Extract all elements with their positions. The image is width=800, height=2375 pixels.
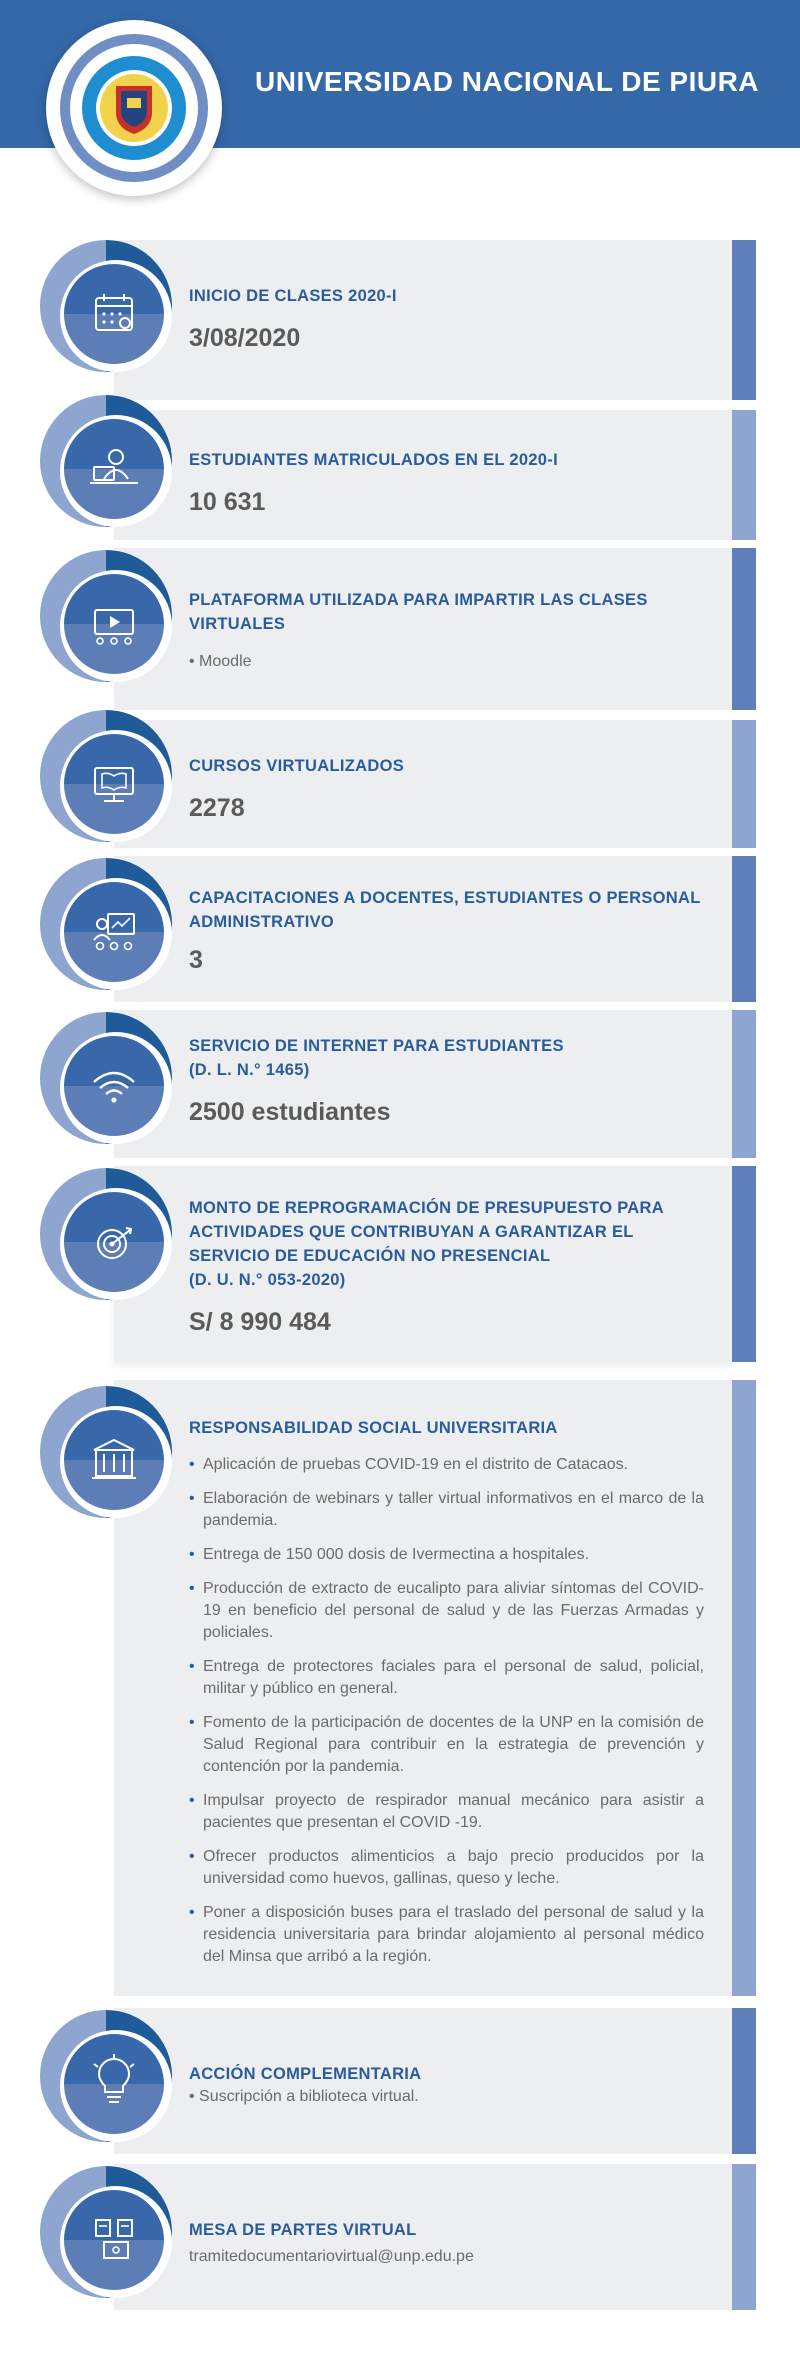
card-inicio-clases: [114, 240, 732, 400]
bullet-list: [189, 1454, 704, 1980]
card-value: 10 631: [189, 488, 266, 516]
documents-icon: [64, 2190, 164, 2290]
badge-servicio-internet: [40, 1012, 172, 1144]
list-item: • Entrega de 150 000 dosis de Ivermectina a hospitales.: [189, 1544, 704, 1566]
seal-logo-icon: [80, 54, 188, 162]
list-item: • Poner a disposición buses para el traslado del personal de salud y la residencia universitaria para brindar alojamiento al personal médico del Minsa que arribó a la región.: [189, 1902, 704, 1968]
card-value: 3/08/2020: [189, 324, 301, 352]
card-monto-reprogramacion: [114, 1166, 732, 1362]
card-value: S/ 8 990 484: [189, 1308, 331, 1336]
badge-estudiantes-matriculados: [40, 395, 172, 527]
list-item: • Producción de extracto de eucalipto para aliviar síntomas del COVID-19 en beneficio del personal de salud y de las Fuerzas Armadas y policiales.: [189, 1578, 704, 1644]
card-value: • Suscripción a biblioteca virtual.: [189, 2088, 419, 2105]
badge-plataforma: [40, 550, 172, 682]
card-value: 3: [189, 946, 203, 974]
wifi-icon: [64, 1036, 164, 1136]
badge-responsabilidad-social: [40, 1386, 172, 1518]
email-link[interactable]: tramitedocumentariovirtual@unp.edu.pe: [189, 2248, 474, 2265]
video-class-icon: [64, 574, 164, 674]
badge-inicio-clases: [40, 240, 172, 372]
card-cursos-virtualizados: [114, 720, 732, 848]
card-value: 2500 estudiantes: [189, 1098, 391, 1126]
card-label: CAPACITACIONES A DOCENTES, ESTUDIANTES O PERSONAL ADMINISTRATIVO: [189, 889, 701, 931]
monitor-book-icon: [64, 734, 164, 834]
card-label: SERVICIO DE INTERNET PARA ESTUDIANTES (D. L. N.° 1465): [189, 1037, 564, 1079]
card-label: MONTO DE REPROGRAMACIÓN DE PRESUPUESTO PARA ACTIVIDADES QUE CONTRIBUYAN A GARANTIZAR EL SERVICIO DE EDUCACIÓN NO PRESENCIAL (D. U. N.° 053-2020): [189, 1199, 664, 1289]
card-label: CURSOS VIRTUALIZADOS: [189, 757, 405, 775]
card-label: RESPONSABILIDAD SOCIAL UNIVERSITARIA: [189, 1419, 558, 1437]
card-label: ESTUDIANTES MATRICULADOS EN EL 2020-I: [189, 451, 558, 469]
card-mesa-partes: [114, 2164, 732, 2310]
list-item: • Ofrecer productos alimenticios a bajo precio producidos por la universidad como huevos, gallinas, queso y leche.: [189, 1846, 704, 1890]
university-seal: [46, 20, 222, 196]
page-title: UNIVERSIDAD NACIONAL DE PIURA: [255, 66, 760, 97]
card-responsabilidad-social: [114, 1380, 732, 1996]
card-label: PLATAFORMA UTILIZADA PARA IMPARTIR LAS CLASES VIRTUALES: [189, 591, 648, 633]
card-value: 2278: [189, 794, 245, 822]
card-capacitaciones: [114, 856, 732, 1002]
training-icon: [64, 882, 164, 982]
list-item: • Impulsar proyecto de respirador manual mecánico para asistir a pacientes que presentan el COVID -19.: [189, 1790, 704, 1834]
card-accion-complementaria: [114, 2008, 732, 2154]
list-item: • Fomento de la participación de docentes de la UNP en la comisión de Salud Regional para contribuir en la estrategia de prevención y contención por la pandemia.: [189, 1712, 704, 1778]
card-servicio-internet: [114, 1010, 732, 1158]
lightbulb-icon: [64, 2034, 164, 2134]
list-item: • Aplicación de pruebas COVID-19 en el distrito de Catacaos.: [189, 1454, 704, 1476]
badge-monto-reprogramacion: [40, 1168, 172, 1300]
card-label: MESA DE PARTES VIRTUAL: [189, 2221, 417, 2239]
list-item: • Elaboración de webinars y taller virtual informativos en el marco de la pandemia.: [189, 1488, 704, 1532]
target-icon: [64, 1192, 164, 1292]
card-value[interactable]: [189, 2248, 474, 2266]
card-label: INICIO DE CLASES 2020-I: [189, 287, 397, 305]
card-value: • Moodle: [189, 653, 252, 670]
badge-mesa-partes: [40, 2166, 172, 2298]
card-estudiantes-matriculados: [114, 410, 732, 540]
card-label: ACCIÓN COMPLEMENTARIA: [189, 2065, 422, 2083]
building-icon: [64, 1410, 164, 1510]
student-laptop-icon: [64, 419, 164, 519]
badge-capacitaciones: [40, 858, 172, 990]
list-item: • Entrega de protectores faciales para el personal de salud, policial, militar y público en general.: [189, 1656, 704, 1700]
badge-accion-complementaria: [40, 2010, 172, 2142]
calendar-icon: [64, 264, 164, 364]
card-plataforma: [114, 548, 732, 710]
badge-cursos-virtualizados: [40, 710, 172, 842]
